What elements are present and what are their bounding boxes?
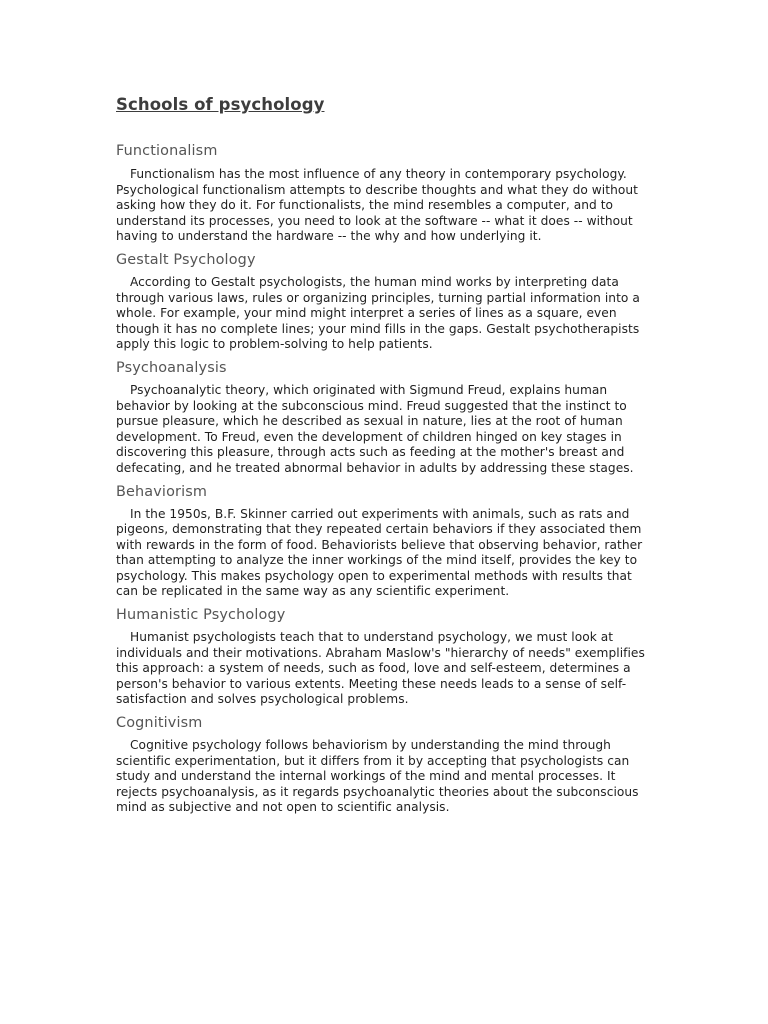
section-heading-psychoanalysis: Psychoanalysis	[116, 359, 227, 376]
section-paragraph-humanistic-psychology: Humanist psychologists teach that to understand psychology, we must look at individuals and their motivations. Abraham Maslow's "hierarchy of needs" exemplifies this approach: a system of needs, such as food, love and self-esteem, determines a person's behavior to various extents. Meeting these needs leads to a sense of self-satisfaction and solves psychological problems.	[116, 630, 645, 707]
document-title: Schools of psychology	[116, 95, 325, 114]
section-heading-cognitivism: Cognitivism	[116, 715, 203, 732]
document-page	[116, 93, 656, 816]
section-paragraph-behaviorism: In the 1950s, B.F. Skinner carried out experiments with animals, such as rats and pigeons, demonstrating that they repeated certain behaviors if they associated them with rewards in the form of food. Behaviorists believe that observing behavior, rather than attempting to analyze the inner workings of the mind itself, provides the key to psychology. This makes psychology open to experimental methods with results that can be replicated in the same way as any scientific experiment.	[116, 506, 643, 599]
section-heading-behaviorism: Behaviorism	[116, 483, 208, 500]
section-paragraph-psychoanalysis: Psychoanalytic theory, which originated with Sigmund Freud, explains human behavior by looking at the subconscious mind. Freud suggested that the instinct to pursue pleasure, which he described as sexual in nature, lies at the root of human development. To Freud, even the development of children hinged on key stages in discovering this pleasure, through acts such as feeding at the mother's breast and defecating, and he treated abnormal behavior in adults by addressing these stages.	[116, 382, 634, 475]
section-paragraph-functionalism: Functionalism has the most influence of any theory in contemporary psychology. Psychological functionalism attempts to describe thoughts and what they do without asking how they do it. For functionalists, the mind resembles a computer, and to understand its processes, you need to look at the software -- what it does -- without having to understand the hardware -- the why and how underlying it.	[116, 167, 638, 244]
section-heading-gestalt-psychology: Gestalt Psychology	[116, 251, 256, 268]
section-heading-humanistic-psychology: Humanistic Psychology	[116, 607, 286, 624]
section-paragraph-gestalt-psychology: According to Gestalt psychologists, the human mind works by interpreting data through various laws, rules or organizing principles, turning partial information into a whole. For example, your mind might interpret a series of lines as a square, even though it has no complete lines; your mind fills in the gaps. Gestalt psychotherapists apply this logic to problem-solving to help patients.	[116, 274, 640, 352]
section-paragraph-cognitivism: Cognitive psychology follows behaviorism by understanding the mind through scientific experimentation, but it differs from it by accepting that psychologists can study and understand the internal workings of the mind and mental processes. It rejects psychoanalysis, as it regards psychoanalytic theories about the subconscious mind as subjective and not open to scientific analysis.	[116, 738, 639, 815]
section-heading-functionalism: Functionalism	[116, 143, 218, 159]
